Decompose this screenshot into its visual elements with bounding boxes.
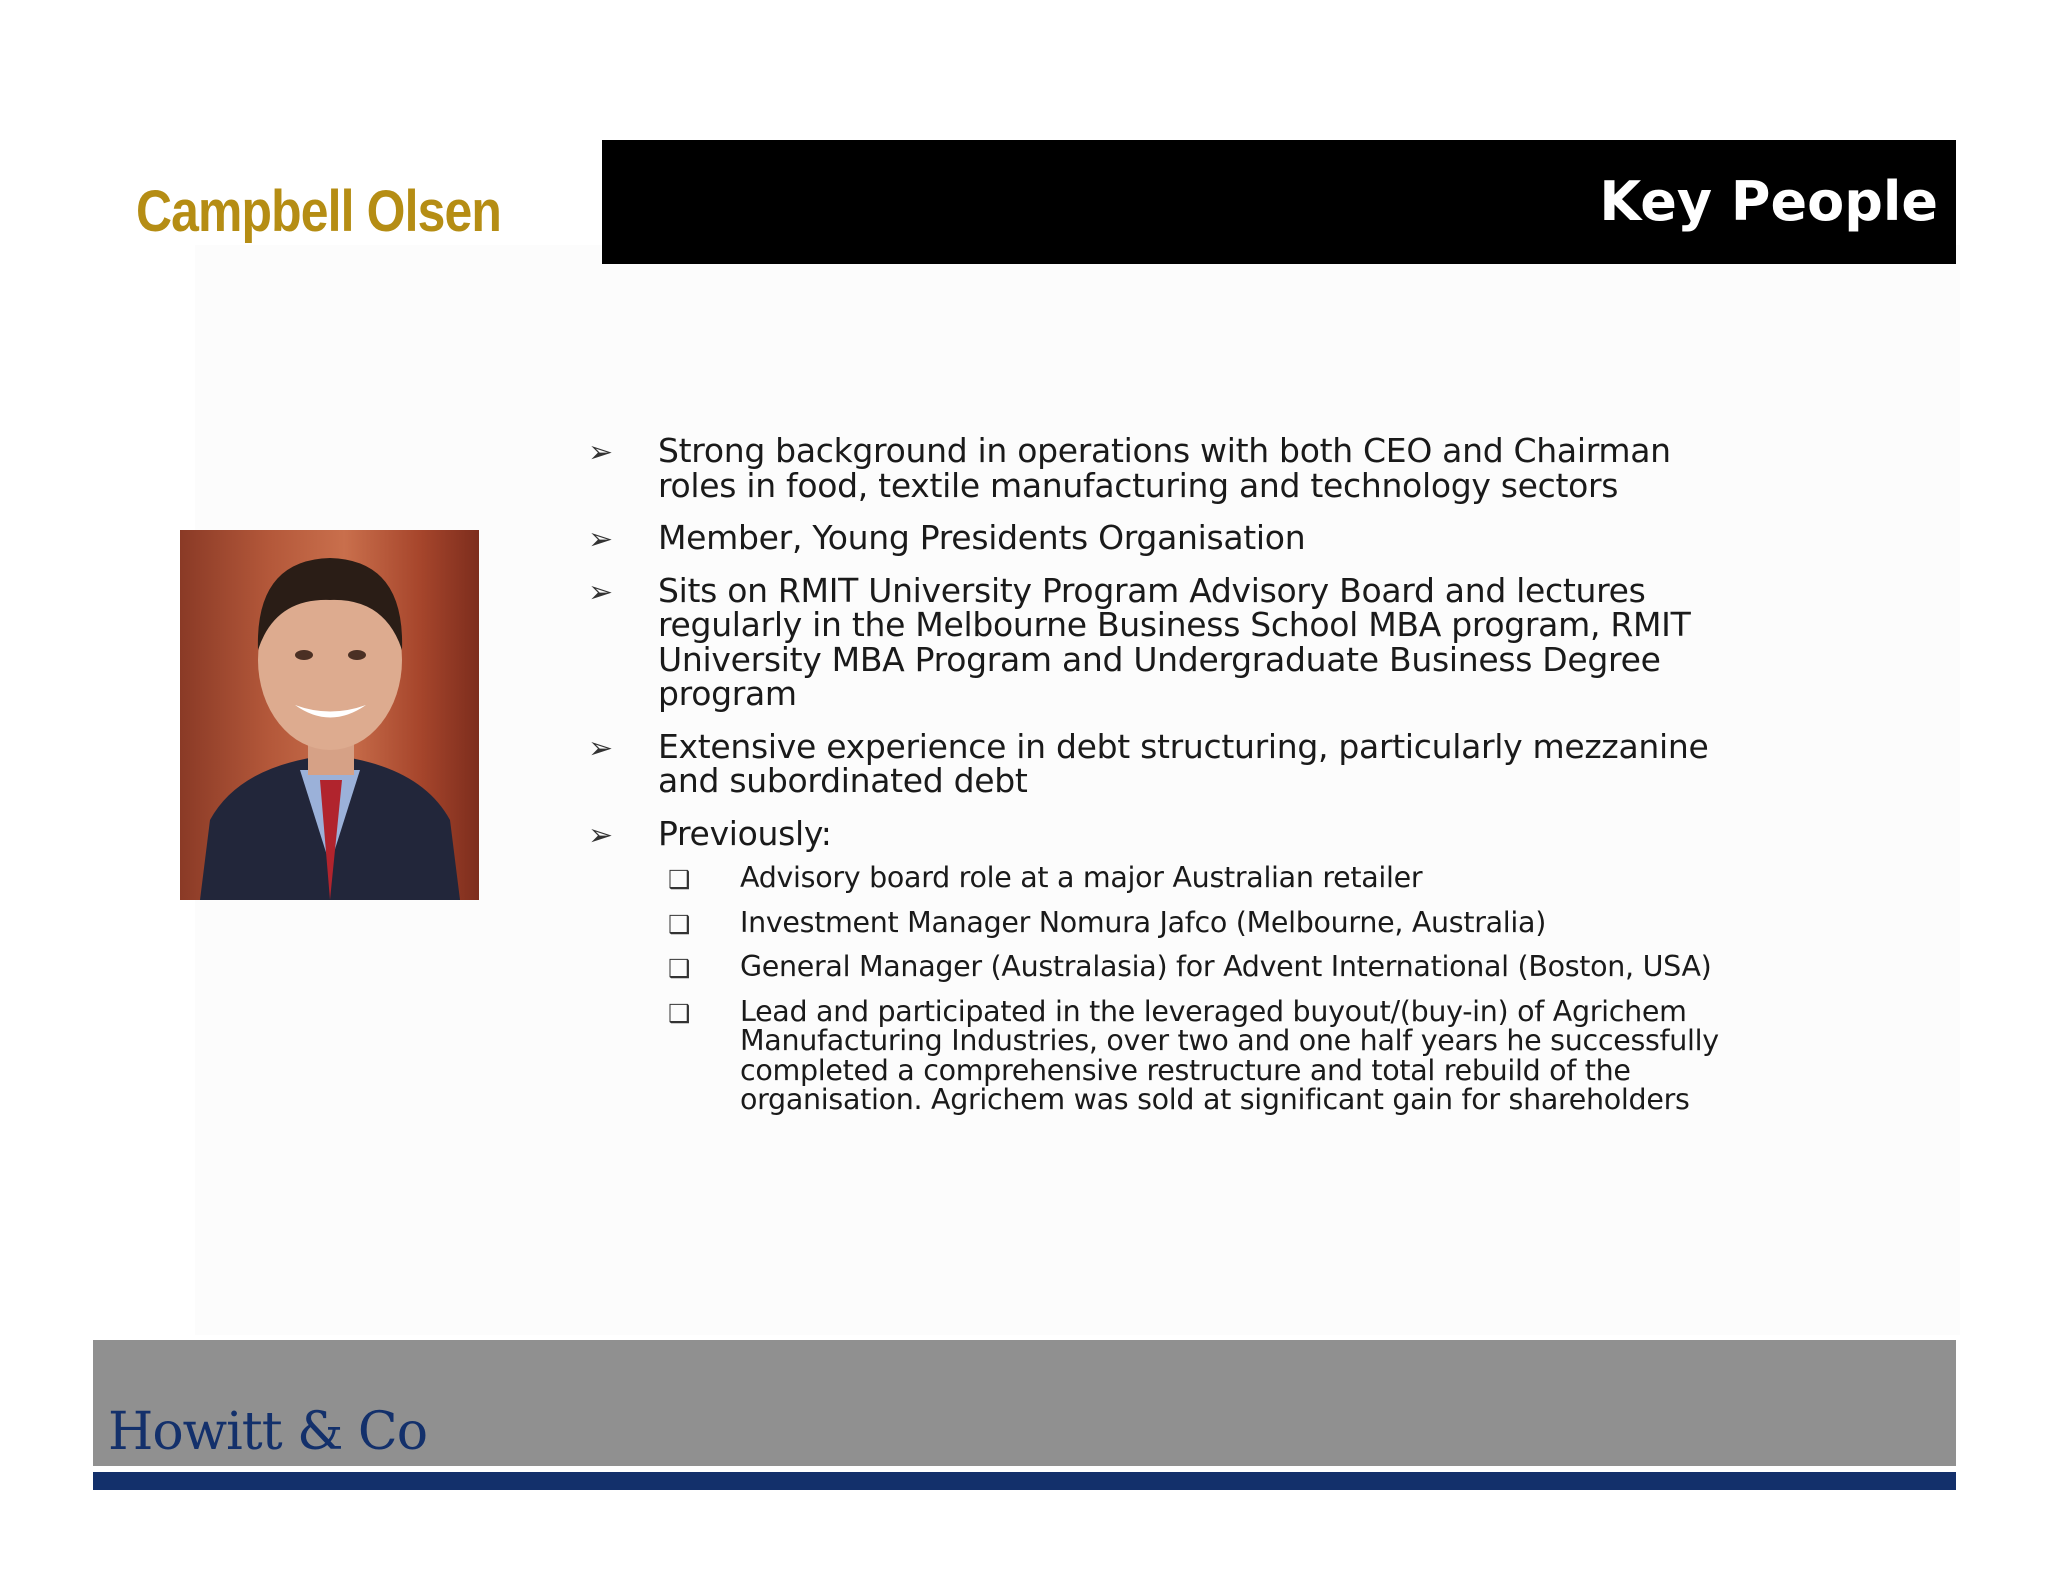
arrowhead-bullet-icon: ➢: [588, 522, 613, 557]
bullet-text: Sits on RMIT University Program Advisory Board and lectures regularly in the Melbourne Business School MBA program, RMIT University MBA Program and Undergraduate Business Degree program: [658, 570, 1691, 713]
bullet-item: [588, 813, 1748, 1116]
portrait-illustration: [180, 530, 479, 900]
checkbox-bullet-icon: ❑: [668, 865, 691, 894]
bullet-text: Member, Young Presidents Organisation: [658, 518, 1306, 557]
checkbox-bullet-icon: ❑: [668, 909, 691, 939]
bullet-item: [588, 726, 1748, 800]
sub-bullet-text: Advisory board role at a major Australian retailer: [740, 861, 1423, 894]
bullet-text: Previously:: [658, 813, 832, 853]
sub-bullet-item: [668, 905, 1748, 939]
bullet-item: [588, 431, 1748, 505]
bullet-item: [588, 518, 1748, 557]
arrowhead-bullet-icon: ➢: [588, 435, 613, 470]
sub-bullet-text: Lead and participated in the leveraged buyout/(buy-in) of Agrichem Manufacturing Industries, over two and one half years he successfully completed a comprehensive restructure and total rebuild of the organisation. Agrichem was sold at significant gain for shareholders: [740, 994, 1719, 1116]
company-logo: Howitt & Co: [108, 1402, 428, 1462]
sub-bullet-text: General Manager (Australasia) for Advent International (Boston, USA): [740, 950, 1712, 983]
title-bar: [602, 140, 1956, 264]
person-name: Campbell Olsen: [136, 179, 501, 244]
bullet-text: Strong background in operations with both CEO and Chairman roles in food, textile manufacturing and technology sectors: [658, 431, 1671, 505]
arrowhead-bullet-icon: ➢: [588, 730, 613, 766]
bullet-item: [588, 570, 1748, 713]
checkbox-bullet-icon: ❑: [668, 998, 691, 1028]
bullet-list: [588, 431, 1748, 1133]
checkbox-bullet-icon: ❑: [668, 954, 691, 983]
previously-list: [668, 863, 1748, 1115]
bullet-text: Extensive experience in debt structuring, particularly mezzanine and subordinated debt: [658, 726, 1709, 800]
slide-title: Key People: [1599, 170, 1938, 233]
arrowhead-bullet-icon: ➢: [588, 817, 613, 853]
sub-bullet-item: [668, 863, 1748, 893]
sub-bullet-item: [668, 994, 1748, 1116]
sub-bullet-item: [668, 952, 1748, 982]
sub-bullet-text: Investment Manager Nomura Jafco (Melbourne, Australia): [740, 905, 1547, 939]
portrait-photo: [180, 530, 479, 900]
footer-rule: [93, 1472, 1956, 1490]
arrowhead-bullet-icon: ➢: [588, 574, 613, 610]
